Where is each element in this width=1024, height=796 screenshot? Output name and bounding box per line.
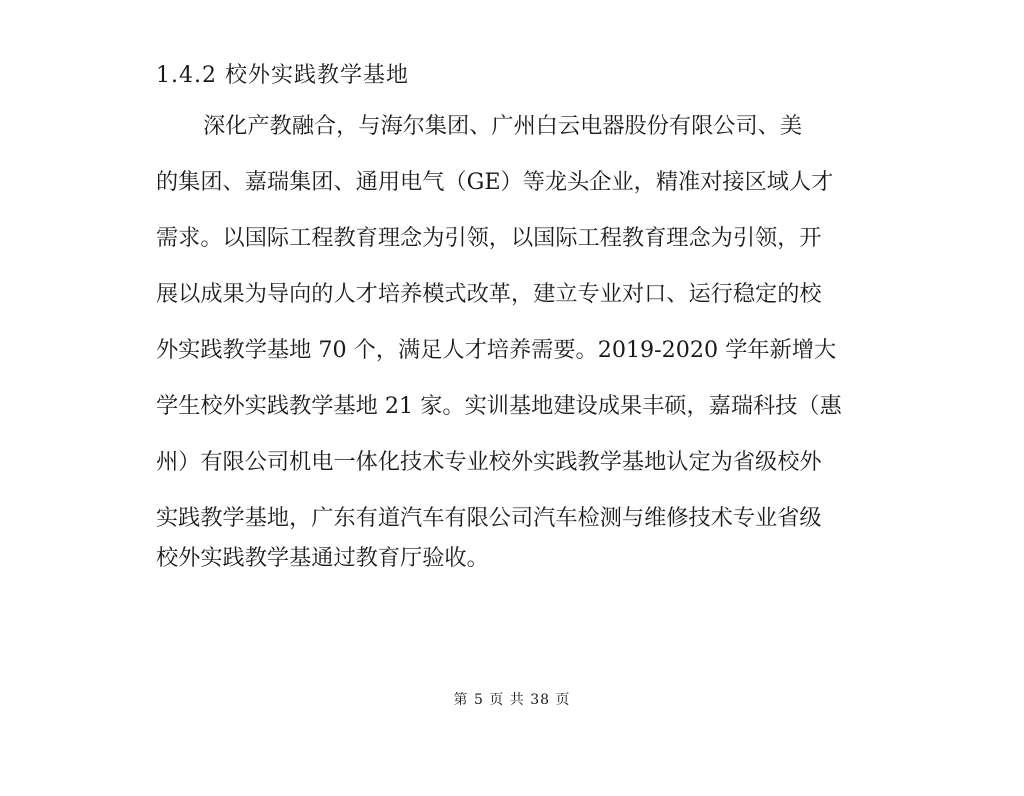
paragraph-line-3: 需求。以国际工程教育理念为引领，以国际工程教育理念为引领，开 [156, 225, 822, 251]
paragraph-line-7: 州）有限公司机电一体化技术专业校外实践教学基地认定为省级校外 [156, 449, 822, 475]
paragraph-line-5: 外实践教学基地 70 个，满足人才培养需要。2019-2020 学年新增大 [156, 337, 837, 363]
paragraph-line-2: 的集团、嘉瑞集团、通用电气（GE）等龙头企业，精准对接区域人才 [156, 169, 834, 195]
paragraph-line-8: 实践教学基地，广东有道汽车有限公司汽车检测与维修技术专业省级 [156, 505, 822, 531]
paragraph-line-4: 展以成果为导向的人才培养模式改革，建立专业对口、运行稳定的校 [156, 281, 822, 307]
paragraph-line-1: 深化产教融合，与海尔集团、广州白云电器股份有限公司、美 [203, 113, 803, 139]
section-heading: 1.4.2 校外实践教学基地 [156, 63, 409, 88]
page-footer: 第 5 页 共 38 页 [453, 692, 571, 708]
paragraph-line-9: 校外实践教学基通过教育厅验收。 [156, 545, 489, 571]
paragraph-line-6: 学生校外实践教学基地 21 家。实训基地建设成果丰硕，嘉瑞科技（惠 [156, 393, 842, 419]
